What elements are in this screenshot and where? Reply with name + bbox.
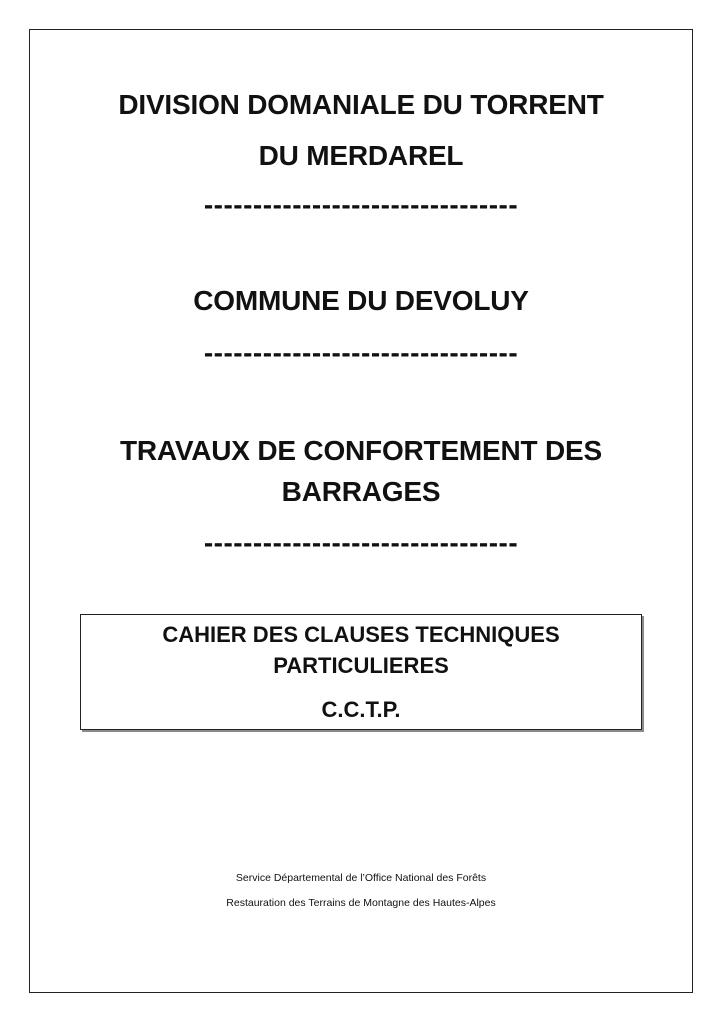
cctp-title-line-1: CAHIER DES CLAUSES TECHNIQUES: [162, 622, 560, 647]
cctp-abbreviation: C.C.T.P.: [321, 697, 401, 722]
cctp-box: [80, 614, 642, 730]
division-title-line-2: DU MERDAREL: [258, 140, 464, 171]
division-title-line-1: DIVISION DOMANIALE DU TORRENT: [118, 89, 604, 120]
commune-title: COMMUNE DU DEVOLUY: [193, 285, 529, 316]
cctp-title-line-2: PARTICULIERES: [273, 653, 449, 678]
separator-1: --------------------------------: [203, 189, 519, 220]
footer-service: Service Départemental de l’Office National des Forêts: [235, 872, 487, 884]
separator-3: --------------------------------: [203, 527, 519, 558]
page-border: [29, 29, 693, 993]
separator-2: --------------------------------: [203, 337, 519, 368]
works-title-line-1: TRAVAUX DE CONFORTEMENT DES: [119, 435, 603, 466]
works-title-line-2: BARRAGES: [281, 476, 441, 507]
footer-restoration: Restauration des Terrains de Montagne des Hautes-Alpes: [226, 897, 496, 909]
